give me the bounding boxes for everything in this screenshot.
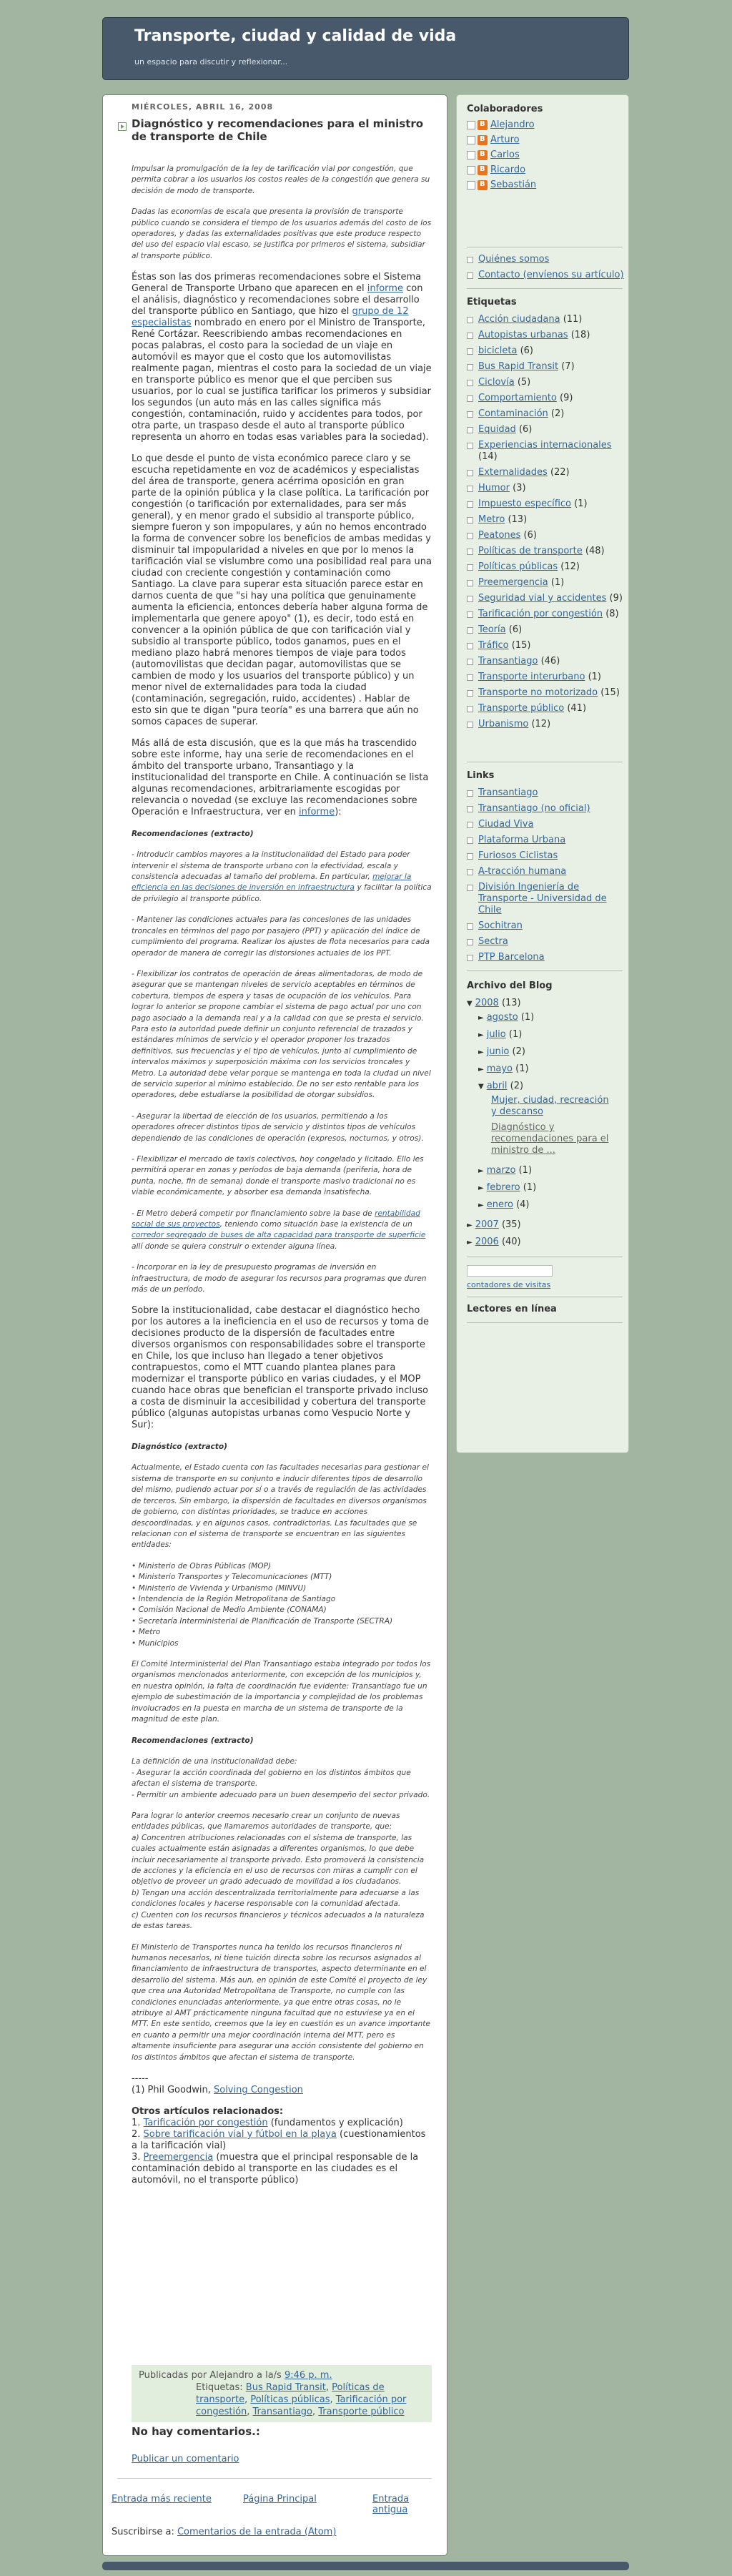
- label-count: (6): [518, 424, 533, 435]
- label-count: (3): [513, 483, 526, 493]
- archive-post-link[interactable]: Diagnóstico y recomendaciones para el ministro de ...: [491, 1122, 609, 1156]
- recommendation: - Flexibilizar los contratos de operación de áreas alimentadoras, de modo de asegurar que se mantengan niveles de servicio aceptables en términos de cobertura, tiempos de espera y tasas de ocupación de los vehículos. Para lograr lo anterior se propone cambiar el sistema de pago actual por uno con pago asociado a la demanda real y a la calidad con que se presta el servicio. Para esto la autoridad puede definir un conjunto referencial de trazados y estándares mínimos de servicio y el operador proponer los trazados definitivos, sus frecuencias y el tipo de vehículos, junto al cumplimiento de intervalos máximos y superposición máxima con los servicios troncales y Metro. La autoridad debe velar porque se mantenga en toda la ciudad un nivel de servicio superior al mínimo establecido. De no ser esto rentable para los operadores, debe estudiarse la posibilidad de otorgar subsidios.: [132, 969, 431, 1100]
- archive-month[interactable]: ► febrero (1): [478, 1182, 537, 1193]
- divider: [467, 970, 623, 971]
- recommendation: La definición de una institucionalidad debe: - Asegurar la acción coordinada del gobierno en los distintos ámbitos que afectan el sistema de transporte. - Permitir un ambiente adecuado para un buen desempeño del sector privado.: [132, 1757, 430, 1799]
- labels-list: [467, 314, 624, 734]
- sidebar-box: [456, 94, 629, 1453]
- label-link[interactable]: Teoría: [478, 624, 506, 635]
- label-count: (1): [550, 577, 565, 588]
- triangle-right-icon: ►: [478, 1167, 484, 1175]
- external-link[interactable]: Ciudad Viva: [467, 819, 624, 830]
- archive-month[interactable]: ► enero (4): [478, 1199, 530, 1210]
- external-link[interactable]: Plataforma Urbana: [467, 835, 624, 846]
- blogger-icon: [478, 150, 488, 160]
- contributor[interactable]: B Ricardo: [467, 164, 624, 175]
- external-link[interactable]: Transantiago: [467, 787, 624, 799]
- grupo-link[interactable]: grupo de 12 especialistas: [132, 306, 409, 329]
- label-count: (6): [523, 530, 537, 541]
- contributor[interactable]: B Arturo: [467, 134, 624, 145]
- label-item[interactable]: [467, 561, 624, 573]
- archive-month[interactable]: ► agosto (1): [478, 1012, 535, 1023]
- checkbox-icon: [467, 166, 475, 174]
- external-link[interactable]: Transantiago (no oficial): [467, 803, 624, 815]
- paragraph: Sobre la institucionalidad, cabe destacar el diagnóstico hecho por los autores a la ineficiencia en el uso de recursos y toma de decisiones producto de la dispersión de facultades entre diversos organismos con responsabilidades sobre el transporte en Chile, los que incluso han llegado a tener objetivos contrapuestos, como el MTT cuando plantea planes para modernizar el transporte público en varias ciudades, y el MOP cuando hace obras que benefician el transporte privado incluso a costa de disminuir la accesibilidad y cobertura del transporte público (algunas autopistas urbanas como Vespucio Norte y Sur):: [132, 1305, 429, 1431]
- triangle-right-icon: ►: [478, 1048, 484, 1056]
- recommendation: El Ministerio de Transportes nunca ha tenido los recursos financieros ni humanos necesarios, ni tiene tuición directa sobre los recursos asignados al financiamiento de infraestructura de transportes, aspecto determinante en el desarrollo del sistema. Más aun, en opinión de este Comité el proyecto de ley que crea una Autoridad Metropolitana de Transporte, no cumple con las condiciones enunciadas anteriormente, ya que entre otras cosas, no le atribuye al AMT prácticamente ninguna facultad que no estuviese ya en el MTT. En este sentido, creemos que la ley en cuestión es un avance importante en cuanto a permitir una mejor coordinación interna del MTT, pero es altamente insuficiente para asegurar una acción consistente del gobierno en los distintos ámbitos que afectan el sistema de transporte.: [132, 1942, 430, 2062]
- label-link[interactable]: Experiencias internacionales: [478, 440, 612, 451]
- post-arrow-icon: [118, 122, 127, 131]
- label-count: (1): [588, 672, 601, 682]
- label-item[interactable]: [467, 424, 624, 436]
- label-link[interactable]: Metro: [478, 514, 505, 525]
- older-post-link[interactable]: Entrada antigua: [372, 2494, 410, 2515]
- label-item[interactable]: [467, 467, 624, 478]
- related-link[interactable]: Preemergencia: [143, 2151, 214, 2163]
- solving-congestion-link[interactable]: Solving Congestion: [213, 2084, 303, 2095]
- contributors-heading: Colaboradores: [467, 104, 543, 114]
- related-link[interactable]: Tarificación por congestión: [143, 2117, 268, 2128]
- label-item[interactable]: [467, 314, 624, 325]
- label-item[interactable]: [467, 703, 624, 714]
- labels-heading: Etiquetas: [467, 297, 517, 308]
- related-link[interactable]: Sobre tarificación vial y fútbol en la playa: [143, 2128, 337, 2140]
- label-item[interactable]: [467, 361, 624, 373]
- page-link[interactable]: Quiénes somos: [467, 254, 624, 265]
- label-item[interactable]: [467, 640, 624, 652]
- checkbox-icon: [467, 121, 475, 129]
- label-link[interactable]: Preemergencia: [478, 577, 548, 588]
- archive-post-link[interactable]: Mujer, ciudad, recreación y descanso: [491, 1095, 609, 1117]
- label-count: (46): [540, 656, 560, 667]
- entity-list: • Ministerio de Obras Públicas (MOP) • Ministerio Transportes y Telecomunicaciones (MTT) • Ministerio de Vivienda y Urbanismo (MINVU) • Intendencia de la Región Metropolitana de Santiago • Comisión Nacional de Medio Ambiente (CONAMA) • Secretaría Interministerial de Planificación de Transporte (SECTRA) • Metro • Municipios: [132, 1561, 393, 1648]
- post-body: [132, 164, 432, 2186]
- recommendation: Para lograr lo anterior creemos necesario crear un conjunto de nuevas entidades públicas, que llamaremos autoridades de transporte, que: a) Concentren atribuciones relacionadas con el sistema de transporte, las cuales actualmente están asignadas a diferentes organismos, lo que debe incluir necesariamente al transporte privado. Esto promoverá la consistencia de acciones y la eficiencia en el uso de recursos con miras a cumplir con el objetivo de proveer un grado adecuado de movilidad a los ciudadanos. b) Tengan una acción descentralizada territorialmente para adecuarse a las condiciones locales y hacerse responsable con la comunidad afectada. c) Cuenten con los recursos financieros y técnicos adecuados a la naturaleza de estas tareas.: [132, 1811, 425, 1931]
- label-item[interactable]: [467, 593, 624, 604]
- archive-month[interactable]: ► mayo (1): [478, 1063, 529, 1074]
- comments-heading: No hay comentarios.:: [132, 2425, 260, 2438]
- links-list: [467, 787, 624, 968]
- pages-list: [467, 254, 624, 285]
- label-link[interactable]: Tarificación por congestión: [196, 2394, 407, 2417]
- label-link[interactable]: Equidad: [478, 424, 516, 435]
- quote: Impulsar la promulgación de la ley de tarificación vial por congestión, que permita cobrar a los usuarios los costos reales de la congestión que genera su decisión de modo de transporte.: [132, 164, 430, 195]
- main-column: [102, 94, 447, 2556]
- subscribe: Suscribirse a: Comentarios de la entrada (Atom): [112, 2527, 337, 2537]
- newer-post-link[interactable]: Entrada más reciente: [112, 2494, 212, 2504]
- section-heading: Recomendaciones (extracto): [132, 830, 254, 839]
- label-item[interactable]: [467, 514, 624, 526]
- post-footer: Publicadas por Alejandro a la/s 9:46 p. m. Etiquetas: Bus Rapid Transit, Políticas de transporte, Políticas públicas, Tarificación por congestión, Transantiago, Transporte público: [132, 2365, 432, 2422]
- corredor-link[interactable]: corredor segregado de buses de alta capacidad para transporte de superficie: [132, 1231, 426, 1240]
- label-link[interactable]: Peatones: [478, 530, 521, 541]
- blogger-icon: [478, 165, 488, 175]
- checkbox-icon: [467, 181, 475, 190]
- label-count: (15): [600, 687, 620, 698]
- label-count: (48): [585, 546, 605, 556]
- page-link[interactable]: Contacto (envíenos su artículo): [467, 270, 624, 281]
- label-link[interactable]: Transporte interurbano: [478, 672, 585, 682]
- label-link[interactable]: Externalidades: [478, 467, 548, 478]
- external-link[interactable]: PTP Barcelona: [467, 952, 624, 963]
- label-item[interactable]: [467, 377, 624, 388]
- label-link[interactable]: Comportamiento: [478, 393, 557, 403]
- recommendation: - El Metro deberá competir por financiamiento sobre la base de rentabilidad social de sus proyectos, teniendo como situación base la existencia de un corredor segregado de buses de alta capacidad para transporte de superficie allí donde se quiera construir o extender alguna línea.: [132, 1209, 426, 1251]
- label-link[interactable]: Transporte público: [478, 703, 565, 714]
- post-title[interactable]: Diagnóstico y recomendaciones para el ministro de transporte de Chile: [132, 117, 424, 143]
- recommendation: - Mantener las condiciones actuales para las concesiones de las unidades troncales en términos del pago por pasajero (PPT) y aplicación del índice de cumplimiento del programa. Realizar los ajustes de flota necesarios para cada operador de manera de corregir las distorsiones actuales de los PPT.: [132, 915, 430, 958]
- contributors-list: [467, 119, 624, 195]
- label-count: (13): [508, 514, 528, 525]
- label-count: (8): [605, 609, 619, 619]
- recommendation: - Flexibilizar el mercado de taxis colectivos, hoy congelado y licitado. Ello les permitirá operar en zonas y períodos de baja demanda (periferia, hora de punta, noche, fin de semana) donde el transporte masivo tradicional no es viable económicamente, y absorber esa demanda insatisfecha.: [132, 1155, 424, 1197]
- diagnosis: El Comité Interministerial del Plan Transantiago estaba integrado por todos los organismos mencionados anteriormente, con excepción de los municipios y, en nuestra opinión, la falta de coordinación fue evidente: Transantiago fue un ejemplo de subestimación de la importancia y complejidad de los problemas involucrados en la puesta en marcha de un sistema de transporte de la magnitud de este plan.: [132, 1659, 431, 1724]
- home-link[interactable]: Página Principal: [243, 2494, 317, 2504]
- label-link[interactable]: Seguridad vial y accidentes: [478, 593, 607, 604]
- blog-header: [102, 17, 629, 80]
- paragraph: Lo que desde el punto de vista económico parece claro y se escucha repetidamente en voz de académicos y especialistas del área de transporte, genera acérrima oposición en gran parte de la opinión pública y la clase política. La tarificación por congestión (o tarificación por externalidades, para ser más general), y en menor grado el subsidio al transporte público, siempre fueron y son impopulares, y aún no hemos encontrado la forma de convencer sobre los beneficios de ambas medidas y disminuir tal impopularidad a niveles en que por lo menos la tarificación vial se vislumbre como una posibilidad real para una ciudad con creciente congestión y contaminación como Santiago. La clave para superar esta situación parece estar en darnos cuenta de que "si hay una política que genuinamente aumenta la eficiencia, entonces debería haber alguna forma de implementarla que genere apoyo" (1), es decir, todo está en convencer a la opinión pública de que con tarificación vial y subsidio al transporte público, todos ganamos, pues en el mediano plazo habrá menores tiempos de viaje para todos (automovilistas que decidan pagar, automovilistas que se cambien de modo y los usuarios del transporte público) y un menor nivel de externalidades para toda la ciudad (contaminación, segregación, ruido, accidentes) . Hablar de esto sin que te digan "pura teoría" es una barrera que aún no somos capaces de superar.: [132, 453, 432, 728]
- external-link[interactable]: División Ingeniería de Transporte - Universidad de Chile: [467, 882, 624, 916]
- paragraph: Éstas son las dos primeras recomendaciones sobre el Sistema General de Transporte Urbano que aparecen en el informe con el análisis, diagnóstico y recomendaciones sobre el desarrollo del transporte público en Santiago, que hizo el grupo de 12 especialistas nombrado en enero por el Ministro de Transporte, René Cortázar. Reescribiendo ambas recomendaciones en pocas palabras, el costo para la sociedad de un viaje en automóvil es mayor que el costo que los automovilistas realmente pagan, mientras el costo para la sociedad de un viaje en transporte público es menor que el que perciben sus usuarios, por lo cual se justifica tarificar los primeros y subsidiar los segundos (un auto más en las calles significa más congestión, contaminación, ruido y accidentes para todos, por otra parte, un traspaso desde el auto al transporte público representa un ahorro en todas esas variables para la sociedad).: [132, 272, 432, 443]
- diagnosis: Actualmente, el Estado cuenta con las facultades necesarias para gestionar el sistema de transporte en su conjunto e inducir diferentes tipos de desarrollo del mismo, pudiendo actuar por sí o a través de regulación de las actividades de terceros. Sin embargo, la dispersión de facultades en diversos organismos de gobierno, con distintas prioridades, se traduce en acciones descoordinadas, y en algunos casos, contradictorias. Las facultades que se relacionan con el sistema de transporte se encuentran en las siguientes entidades:: [132, 1463, 429, 1550]
- label-item[interactable]: [467, 330, 624, 341]
- label-item[interactable]: [467, 393, 624, 404]
- label-item[interactable]: [467, 656, 624, 667]
- label-count: (1): [574, 498, 588, 509]
- label-count: (5): [517, 377, 531, 388]
- label-count: (22): [550, 467, 570, 478]
- triangle-right-icon: ►: [467, 1239, 473, 1247]
- informe-link[interactable]: informe: [367, 283, 403, 295]
- related-item: 2. Sobre tarificación vial y fútbol en la playa (cuestionamientos a la tarificación vial): [132, 2128, 426, 2151]
- label-link[interactable]: Transantiago: [478, 656, 538, 667]
- recommendation: - Introducir cambios mayores a la institucionalidad del Estado para poder intervenir el sistema de transporte urbano con la efectividad, escala y consistencia adecuadas al tamaño del problema. En particular, mejorar la eficiencia en las decisiones de inversión en infraestructura y facilitar la política de privilegio al transporte público.: [132, 850, 432, 903]
- archive-month[interactable]: ► marzo (1): [478, 1165, 533, 1176]
- section-heading: Diagnóstico (extracto): [132, 1442, 227, 1452]
- archive-year-2008[interactable]: ▼ 2008 (13): [467, 998, 521, 1008]
- footer-bar: [102, 2562, 629, 2570]
- triangle-right-icon: ►: [478, 1066, 484, 1073]
- label-link[interactable]: Transporte no motorizado: [478, 687, 598, 698]
- recommendation: - Incorporar en la ley de presupuesto programas de inversión en infraestructura, de modo de asegurar los recursos para programas que duren más de un período.: [132, 1263, 427, 1294]
- label-link[interactable]: Autopistas urbanas: [478, 330, 568, 340]
- label-link[interactable]: Urbanismo: [478, 719, 529, 729]
- label-count: (12): [531, 719, 551, 729]
- archive-heading: Archivo del Blog: [467, 980, 553, 991]
- footnote: (1) Phil Goodwin, Solving Congestion: [132, 2084, 303, 2095]
- blogger-icon: [478, 180, 488, 190]
- post-date: MIÉRCOLES, ABRIL 16, 2008: [132, 102, 274, 112]
- label-item[interactable]: [467, 546, 624, 557]
- visit-counter: [467, 1265, 553, 1277]
- informe-link[interactable]: informe: [299, 807, 335, 818]
- section-heading: Recomendaciones (extracto): [132, 1736, 254, 1746]
- archive-month-abril[interactable]: ▼ abril (2): [478, 1081, 524, 1091]
- checkbox-icon: [467, 151, 475, 159]
- label-item[interactable]: [467, 408, 624, 420]
- label-link[interactable]: Políticas públicas: [478, 561, 558, 572]
- label-link[interactable]: Humor: [478, 483, 510, 493]
- label-count: (6): [520, 345, 534, 356]
- contributor[interactable]: B Carlos: [467, 149, 624, 160]
- paragraph: Más allá de esta discusión, que es la que más ha trascendido sobre este informe, hay una serie de recomendaciones en el ámbito del transporte urbano, Transantiago y la institucionalidad del transporte en Chile. A continuación se lista algunas recomendaciones, arbitrariamente escogidas por relevancia o novedad (se excluye las recomendaciones sobre Operación e Infraestructura, ver en informe):: [132, 738, 429, 818]
- post-time-link[interactable]: 9:46 p. m.: [284, 2370, 332, 2381]
- subscribe-link[interactable]: Comentarios de la entrada (Atom): [177, 2527, 337, 2537]
- label-link[interactable]: Políticas públicas: [250, 2394, 330, 2405]
- contributor[interactable]: B Sebastián: [467, 180, 624, 190]
- label-link[interactable]: Tarificación por congestión: [478, 609, 603, 619]
- label-link[interactable]: Transantiago: [252, 2407, 312, 2417]
- label-link[interactable]: Impuesto específico: [478, 498, 572, 509]
- external-link[interactable]: Furiosos Ciclistas: [467, 850, 624, 862]
- links-heading: Links: [467, 770, 495, 781]
- checkbox-icon: [467, 136, 475, 144]
- divider: [117, 2478, 432, 2479]
- triangle-right-icon: ►: [478, 1184, 484, 1192]
- blog-title[interactable]: Transporte, ciudad y calidad de vida: [134, 27, 457, 45]
- recommendation: - Asegurar la libertad de elección de los usuarios, permitiendo a los operadores ofrecer distintos tipos de servicio y distintos tipos de vehículos dependiendo de las condiciones de operación (expresos, nocturnos, y otros).: [132, 1111, 424, 1143]
- label-item[interactable]: [467, 345, 624, 357]
- related-heading: Otros artículos relacionados:: [132, 2105, 284, 2117]
- label-count: (41): [567, 703, 587, 714]
- external-link[interactable]: Sectra: [467, 936, 624, 948]
- readers-heading: Lectores en línea: [467, 1304, 557, 1314]
- visit-counter-link[interactable]: contadores de visitas: [467, 1280, 551, 1289]
- label-count: (18): [570, 330, 590, 340]
- label-link[interactable]: Ciclovía: [478, 377, 515, 388]
- label-link[interactable]: Bus Rapid Transit: [478, 361, 559, 372]
- triangle-down-icon: ▼: [467, 1000, 473, 1008]
- label-link[interactable]: Bus Rapid Transit: [245, 2382, 326, 2393]
- label-count: (6): [508, 624, 523, 635]
- label-item[interactable]: [467, 672, 624, 683]
- triangle-right-icon: ►: [467, 1221, 473, 1229]
- label-count: (12): [560, 561, 580, 572]
- archive-month[interactable]: ► julio (1): [478, 1029, 523, 1040]
- label-item[interactable]: [467, 530, 624, 541]
- label-count: (7): [561, 361, 575, 372]
- triangle-right-icon: ►: [478, 1031, 484, 1039]
- triangle-right-icon: ►: [478, 1201, 484, 1209]
- label-count: (14): [478, 451, 498, 462]
- label-item[interactable]: [467, 498, 624, 510]
- divider: [467, 288, 623, 289]
- label-item[interactable]: [467, 440, 624, 463]
- label-link[interactable]: Acción ciudadana: [478, 314, 560, 325]
- archive-month[interactable]: ► junio (2): [478, 1046, 525, 1057]
- label-count: (11): [563, 314, 583, 325]
- label-item[interactable]: [467, 483, 624, 494]
- label-item[interactable]: [467, 609, 624, 620]
- label-item[interactable]: [467, 687, 624, 699]
- label-link[interactable]: bicicleta: [478, 345, 518, 356]
- label-item[interactable]: [467, 719, 624, 730]
- label-link[interactable]: Transporte público: [318, 2407, 405, 2417]
- archive-year-2006[interactable]: ► 2006 (40): [467, 1237, 521, 1247]
- label-link[interactable]: Contaminación: [478, 408, 548, 419]
- label-link[interactable]: Tráfico: [478, 640, 509, 651]
- rentabilidad-link[interactable]: rentabilidad social de sus proyectos: [132, 1209, 420, 1229]
- blogger-icon: [478, 135, 488, 145]
- inversion-link[interactable]: mejorar la eficiencia en las decisiones de inversión en infraestructura: [132, 872, 412, 893]
- blogger-icon: [478, 120, 488, 130]
- label-count: (2): [550, 408, 565, 419]
- divider: [467, 1322, 623, 1323]
- quote: Dadas las economías de escala que presenta la provisión de transporte público cuando se considera el tiempo de los usuarios además del costo de los operadores, y dadas las externalidades positivas que este produce respecto del uso del espacio vial escaso, se justifica por primeros el sistema, subsidiar al transporte público.: [132, 207, 432, 260]
- label-item[interactable]: [467, 624, 624, 636]
- blog-description: un espacio para discutir y reflexionar...: [134, 57, 288, 67]
- label-count: (9): [609, 593, 623, 604]
- triangle-down-icon: ▼: [478, 1083, 484, 1091]
- label-count: (9): [560, 393, 573, 403]
- label-count: (15): [511, 640, 531, 651]
- related-item: 3. Preemergencia (muestra que el principal responsable de la contaminación debido al transporte en las ciudades es el automóvil, no el transporte público): [132, 2151, 419, 2186]
- label-item[interactable]: [467, 577, 624, 589]
- archive-year-2007[interactable]: ► 2007 (35): [467, 1219, 521, 1230]
- external-link[interactable]: A-tracción humana: [467, 866, 624, 877]
- separator-text: -----: [132, 2073, 149, 2084]
- contributor[interactable]: B Alejandro: [467, 119, 624, 130]
- triangle-right-icon: ►: [478, 1014, 484, 1022]
- external-link[interactable]: Sochitran: [467, 920, 624, 932]
- label-link[interactable]: Políticas de transporte: [196, 2382, 385, 2405]
- related-item: 1. Tarificación por congestión (fundamentos y explicación): [132, 2117, 403, 2128]
- post-comment-link[interactable]: Publicar un comentario: [132, 2454, 239, 2464]
- label-link[interactable]: Políticas de transporte: [478, 546, 583, 556]
